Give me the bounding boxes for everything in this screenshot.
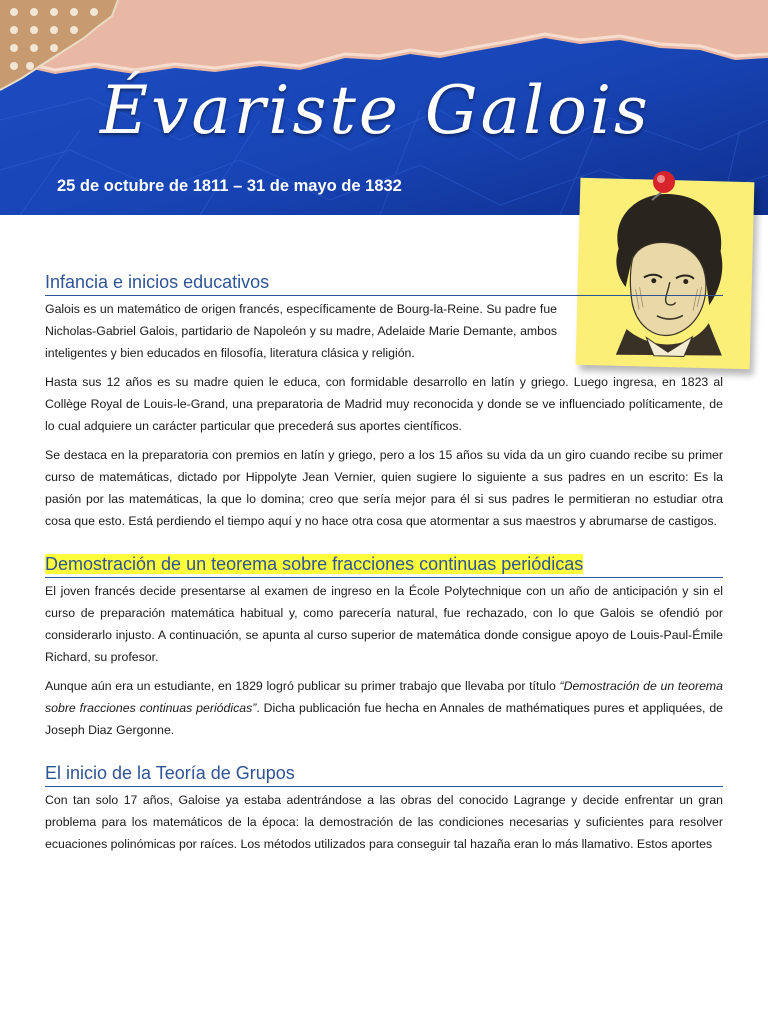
paragraph: Galois es un matemático de origen francés, específicamente de Bourg-la-Reine. Su padre fue Nicholas-Gabriel Galois, partidario de Napoleón y su madre, Adelaide Marie Demante, ambos inteligentes y bien educados en filosofía, literatura clásica y religión. — [45, 302, 557, 360]
paragraph-text: . Dicha publicación fue hecha en Annales de mathématiques pures et appliquées, de Joseph Diaz Gergonne. — [45, 701, 724, 737]
paragraph: Hasta sus 12 años es su madre quien le educa, con formidable desarrollo en latín y griego. Luego ingresa, en 1823 al Collège Royal de Louis-le-Grand, una preparatoria de Madrid muy reconocida y donde se ve influenciado políticamente, de lo cual adquiere un carácter particular que precederá sus aportes científicos. — [45, 375, 723, 433]
paragraph: El joven francés decide presentarse al examen de ingreso en la École Polytechnique con un año de anticipación y sin el curso de preparación matemática habitual y, como parecería natural, fue rechazado, con lo que Galois se ofendió por considerarlo injusto. A continuación, se apunta al curso superior de matemática donde consigue apoyo de Louis-Paul-Émile Richard, su profesor. — [45, 584, 723, 664]
document-body — [45, 272, 723, 855]
section-heading-highlighted — [45, 554, 723, 578]
page-title: Évariste Galois — [100, 72, 651, 149]
red-pushpin-icon — [642, 168, 682, 202]
life-dates: 25 de octubre de 1811 – 31 de mayo de 1832 — [57, 177, 402, 195]
paragraph: Se destaca en la preparatoria con premios en latín y griego, pero a los 15 años su vida da un giro cuando recibe su primer curso de matemáticas, dictado por Hippolyte Jean Vernier, quien sugiere lo siguiente a sus padres en un escrito: Es la pasión por las matemáticas, la que lo domina; creo que sería mejor para él si sus padres le permitieran no estudiar otra cosa que esto. Está perdiendo el tiempo aquí y no hace otra cosa que atormentar a sus maestros y abrumarse de castigos. — [45, 448, 723, 528]
publication-title: “Demostración de un teorema sobre fracciones continuas periódicas” — [45, 679, 723, 715]
section-heading: Infancia e inicios educativos — [45, 272, 723, 296]
highlighted-heading-text: Demostración de un teorema sobre fracciones continuas periódicas — [45, 554, 584, 574]
section-heading: El inicio de la Teoría de Grupos — [45, 763, 723, 787]
paragraph-text: Aunque aún era un estudiante, en 1829 logró publicar su primer trabajo que llevaba por título — [45, 679, 560, 693]
paragraph: Con tan solo 17 años, Galoise ya estaba adentrándose a las obras del conocido Lagrange y decide enfrentar un gran problema para los matemáticos de la época: la demostración de las condiciones necesarias y suficientes para resolver ecuaciones polinómicas por raíces. Los métodos utilizados para conseguir tal hazaña eran lo más llamativo. Estos aportes — [45, 793, 723, 851]
paragraph — [45, 675, 723, 741]
